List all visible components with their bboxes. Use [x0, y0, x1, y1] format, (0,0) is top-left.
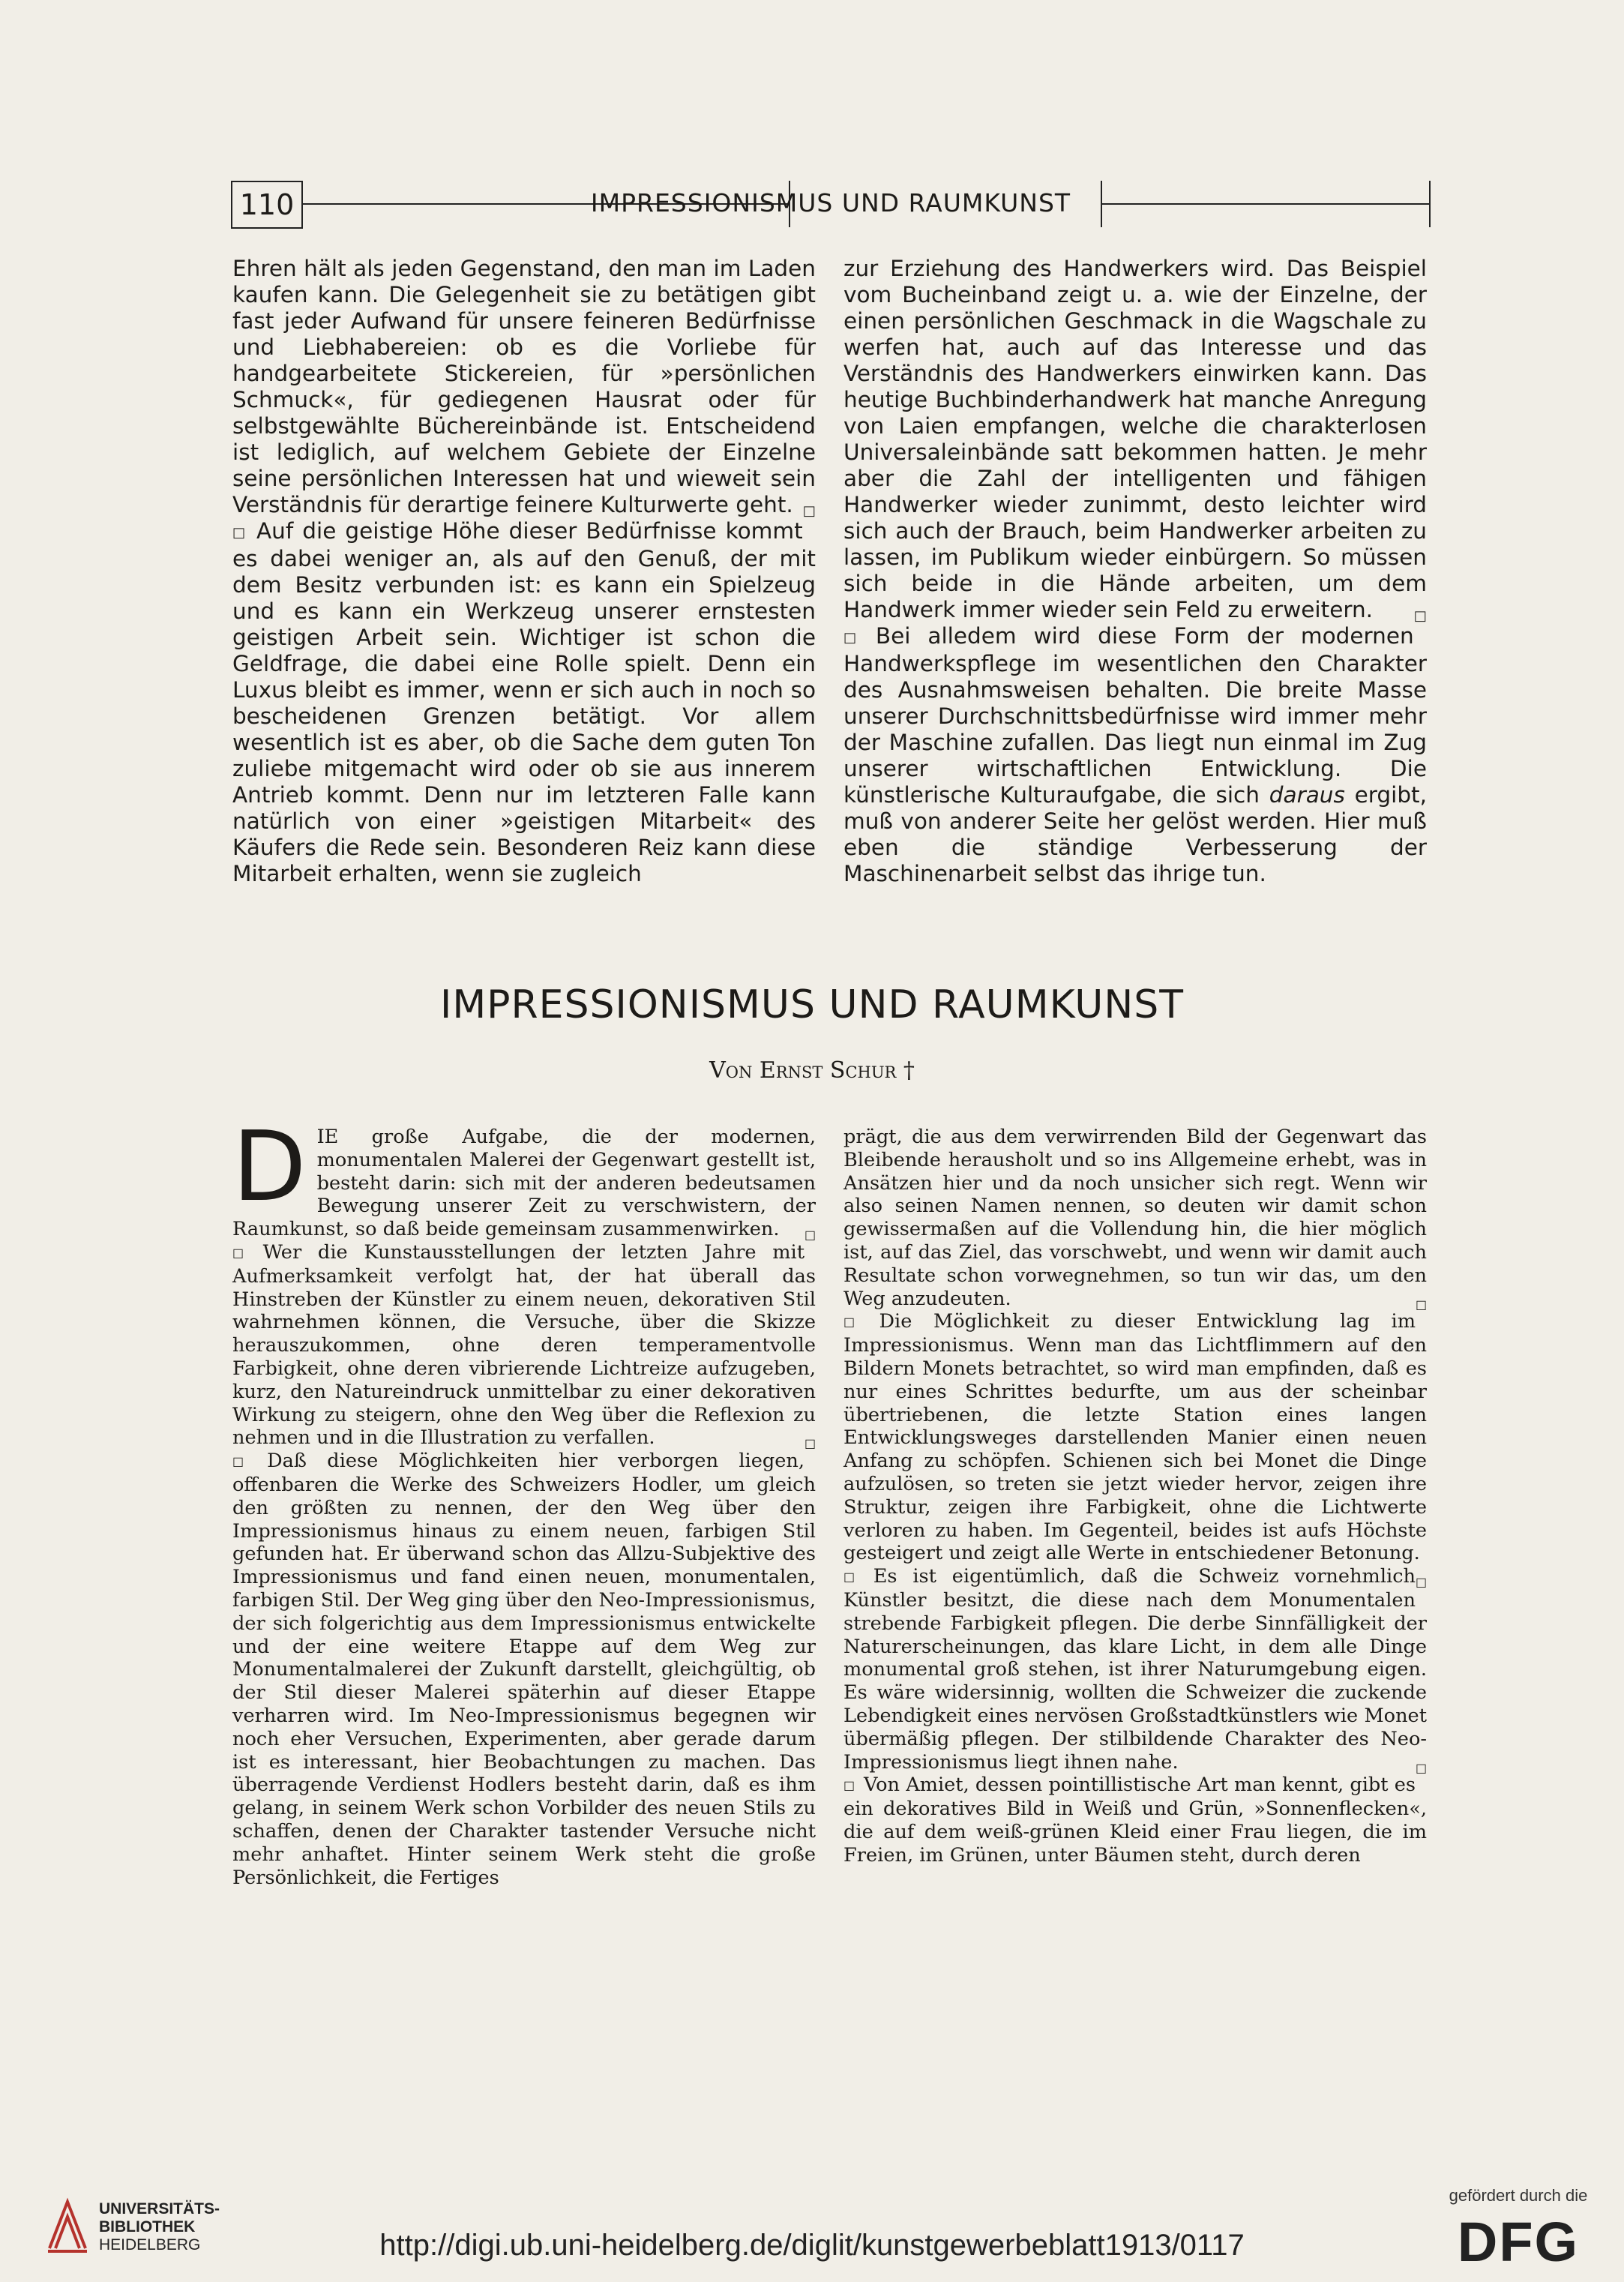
page-number: 110: [231, 181, 303, 229]
column-lower-right: [843, 1126, 1427, 1867]
paragraph-end-mark: □: [1413, 608, 1427, 624]
paragraph-end-mark: □: [1416, 1760, 1427, 1775]
paragraph-end-mark: □: [802, 503, 816, 519]
paragraph: □ Daß diese Möglichkeiten hier verborgen liegen, offenbaren die Werke des Schweizers Hodler, um gleich den größten zu nennen, der den Weg über den Impressionismus hinaus zu einem neuen, farbigen Stil gefunden hat. Er überwand schon das Allzu-Subjektive des Impressionismus und fand einen neuen, monumentalen, farbigen Stil. Der Weg ging über den Neo-Impressionismus, der sich folgerichtig aus dem Impressionismus entwickelte und der eine weitere Etappe auf dem Weg zur Monumentalmalerei der Zukunft darstellt, gleichgültig, ob der Stil dieser Malerei späterhin auf dieser Etappe verharren wird. Im Neo-Impressionismus begegnen wir noch eher Versuchen, Experimenten, aber gerade darum ist es interessant, hier Beobachtungen zu machen. Das überragende Verdienst Hodlers besteht darin, daß es ihm gelang, in seinem Werk schon Vorbilder des neuen Stils zu schaffen, denen der Charakter tastender Versuche nicht mehr anhaftet. Hinter seinem Werk steht die große Persönlichkeit, die Fertiges: [232, 1450, 816, 1889]
paragraph: □ Die Möglichkeit zu dieser Entwicklung lag im Impressionismus. Wenn man das Lichtflimmern auf den Bildern Monets betrachtet, so wird man empfinden, daß es nur eines Schrittes bedurfte, um aus der scheinbar übertriebenen, die letzte Station eines langen Entwicklungsweges darstellenden Manier einen neuen Anfang zu schöpfen. Schienen sich bei Monet die Dinge aufzulösen, so treten sie jetzt wieder hervor, zeigen ihre Struktur, zeigen ihre Farbigkeit, ohne die Lichtwerte verloren zu haben. Im Gegenteil, beides ist aufs Höchste gesteigert und zeigt alle Werte in entschiedener Betonung. □: [843, 1310, 1427, 1565]
paragraph: □ Von Amiet, dessen pointillistische Art man kennt, gibt es ein dekoratives Bild in Weiß und Grün, »Sonnenflecken«, die auf dem weiß-grünen Kleid einer Frau liegen, die im Freien, im Grünen, unter Bäumen steht, durch deren: [843, 1774, 1427, 1867]
paragraph: □ Auf die geistige Höhe dieser Bedürfnisse kommt es dabei weniger an, als auf den Genuß, der mit dem Besitz verbunden ist: es kann ein Spielzeug und es kann ein Werkzeug unserer ernstesten geistigen Arbeit sein. Wichtiger ist schon die Geldfrage, die dabei eine Rolle spielt. Denn ein Luxus bleibt es immer, wenn er sich auch in noch so bescheidenen Grenzen betätigt. Vor allem wesentlich ist es aber, ob die Sache dem guten Ton zuliebe mitgemacht wird oder ob sie aus innerem Antrieb kommt. Denn nur im letzteren Falle kann natürlich von einer »geistigen Mitarbeit« des Käufers die Rede sein. Besonderen Reiz kann diese Mitarbeit erhalten, wenn sie zugleich: [232, 518, 816, 887]
paragraph: Ehren hält als jeden Gegenstand, den man im Laden kaufen kann. Die Gelegenheit sie zu betätigen gibt fast jeder Aufwand für unsere feineren Bedürfnisse und Liebhabereien: ob es die Vorliebe für handgearbeitete Stickereien, für »persönlichen Schmuck«, für gediegenen Hausrat oder für selbstgewählte Büchereinbände ist. Entscheidend ist lediglich, auf welchem Gebiete der Einzelne seine persönlichen Interessen hat und wieweit sein Verständnis für derartige feinere Kulturwerte geht. □: [232, 256, 816, 518]
column-top-left: [232, 256, 816, 887]
drop-cap: D: [232, 1111, 307, 1223]
paragraph-end-mark: □: [1416, 1575, 1427, 1590]
running-header: [231, 181, 1431, 227]
dfg-logo: DFG: [1457, 2211, 1580, 2273]
header-tick: [1429, 181, 1431, 227]
paragraph: zur Erziehung des Handwerkers wird. Das Beispiel vom Bucheinband zeigt u. a. wie der Einzelne, der einen persönlichen Geschmack in die Wagschale zu werfen hat, auch auf das Interesse und das Verständnis des Handwerkers einwirken kann. Das heutige Buchbinderhandwerk hat manche Anregung von Laien empfangen, welche die charakterlosen Universaleinbände satt bekommen hatten. Je mehr aber die Zahl der intelligenten und fähigen Handwerker wieder zunimmt, desto leichter wird sich auch der Brauch, beim Handwerker arbeiten zu lassen, im Publikum wieder einbürgern. So müssen sich beide in die Hände arbeiten, um dem Handwerk immer wieder sein Feld zu erweitern. □: [843, 256, 1427, 623]
paragraph: □ Wer die Kunstausstellungen der letzten Jahre mit Aufmerksamkeit verfolgt hat, der hat überall das Hinstreben der Künstler zu einem neuen, dekorativen Stil wahrnehmen können, die Versuche, über die Skizze herauszukommen, ohne deren temperamentvolle Farbigkeit, ohne deren vibrierende Lichtreize aufzugeben, kurz, den Natureindruck unmittelbar zu einer dekorativen Wirkung zu steigern, ohne den Weg über die Reflexion zu nehmen und in die Illustration zu verfallen. □: [232, 1241, 816, 1450]
library-name: UNIVERSITÄTS- BIBLIOTHEK HEIDELBERG: [99, 2200, 220, 2254]
emphasis: daraus: [1269, 782, 1345, 808]
paragraph-end-mark: □: [805, 1228, 816, 1243]
paragraph: □ Es ist eigentümlich, daß die Schweiz vornehmlich Künstler besitzt, die diese nach dem Monumentalen strebende Farbigkeit pflegen. Die derbe Sinnfälligkeit der Naturerscheinungen, das klare Licht, in dem alle Dinge monumental groß stehen, ist ihrer Naturumgebung eigen. Es wäre widersinnig, wollten die Schweizer die zuckende Lebendigkeit eines nervösen Großstadtkünstlers wie Monet übermäßig pflegen. Der stilbildende Charakter des Neo-Impressionismus liegt ihnen nahe. □: [843, 1565, 1427, 1774]
running-title: IMPRESSIONISMUS UND RAUMKUNST: [590, 188, 1071, 217]
header-rule-right: [1102, 203, 1429, 205]
source-url-link[interactable]: http://digi.ub.uni-heidelberg.de/diglit/kunstgewerbeblatt1913/0117: [379, 2229, 1245, 2262]
column-lower-left: [232, 1111, 816, 1889]
paragraph: □ Bei alledem wird diese Form der modernen Handwerkspflege im wesentlichen den Charakter des Ausnahmsweisen behalten. Die breite Masse unserer Durchschnittsbedürfnisse wird immer mehr der Maschine zufallen. Das liegt nun einmal im Zug unserer wirtschaftlichen Entwicklung. Die künstlerische Kulturaufgabe, die sich daraus ergibt, muß von anderer Seite her gelöst werden. Hier muß eben die ständige Verbesserung der Maschinenarbeit selbst das ihrige tun.: [843, 623, 1427, 887]
paragraph: prägt, die aus dem verwirrenden Bild der Gegenwart das Bleibende herausholt und so ins Allgemeine erhebt, was in Ansätzen hier und da noch unsicher sich regt. Wenn wir also seinen Namen nennen, so deuten wir damit schon gewissermaßen auf die Vollendung hin, die hier möglich ist, auf das Ziel, das vorschwebt, und wenn wir damit auch Resultate schon vorwegnehmen, so tun wir das, um den Weg anzudeuten. □: [843, 1126, 1427, 1310]
paragraph-end-mark: □: [805, 1436, 816, 1451]
article-title: IMPRESSIONISMUS UND RAUMKUNST: [439, 982, 1184, 1027]
paragraph-end-mark: □: [1416, 1297, 1427, 1312]
article-byline: Von Ernst Schur †: [709, 1057, 915, 1084]
paragraph: DIE große Aufgabe, die der modernen, monumentalen Malerei der Gegenwart gestellt ist, besteht darin: sich mit der anderen bedeutsamen Bewegung unserer Zeit zu verschwistern, der Raumkunst, so daß beide gemeinsam zusammenwirken. □: [232, 1126, 816, 1241]
funder-brand[interactable]: [1425, 2186, 1612, 2274]
funded-by-label: gefördert durch die: [1449, 2186, 1588, 2205]
column-top-right: [843, 256, 1427, 887]
